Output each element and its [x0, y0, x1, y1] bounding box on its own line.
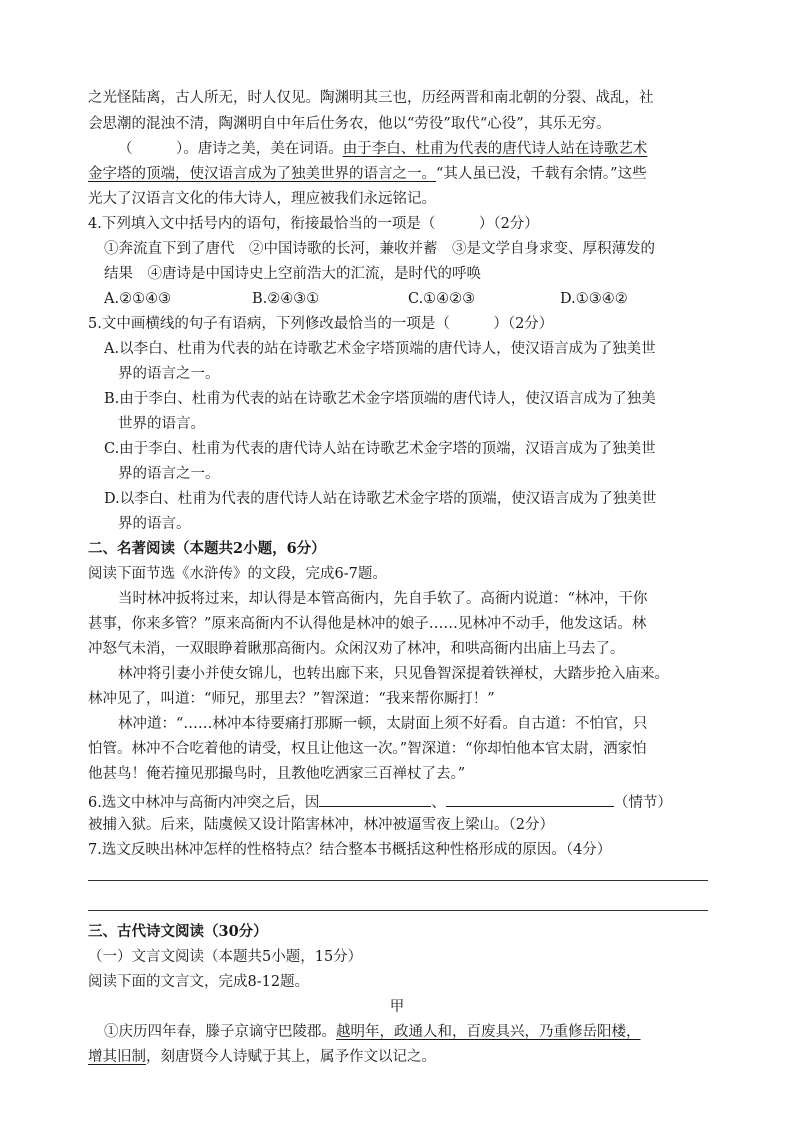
- reading-intro: 阅读下面的文言文，完成8-12题。: [88, 974, 310, 990]
- answer-line[interactable]: [88, 880, 708, 881]
- question-4-choices-line: ①奔流直下到了唐代 ②中国诗歌的长河，兼收并蓄 ③是文学自身求变、厚积薄发的: [104, 241, 655, 257]
- question-6-sep: 、: [431, 795, 446, 811]
- reading-intro: 阅读下面节选《水浒传》的文段，完成6-7题。: [88, 566, 387, 582]
- option-c-cont: 界的语言之一。: [118, 466, 220, 482]
- excerpt-line: 林冲将引妻小并使女锦儿，也转出廊下来，只见鲁智深提着铁禅杖，大踏步抢入庙来。: [118, 666, 669, 682]
- excerpt-line: 林冲见了，叫道：“师兄，那里去？”智深道：“我来帮你厮打！”: [88, 691, 495, 707]
- option-d: D.①③④②: [560, 291, 628, 307]
- section-heading: 三、古代诗文阅读（30分）: [88, 923, 268, 940]
- passage-line: 会思潮的混浊不清，陶渊明自中年后仕务农，他以“劳役”取代“心役”，其乐无穷。: [88, 116, 611, 132]
- passage-line: [118, 139, 647, 159]
- option-a: A.②①④③: [104, 291, 172, 307]
- classical-text-line: [88, 1047, 436, 1067]
- question-6-text: （情节）: [613, 795, 672, 811]
- excerpt-line: 甚事，你来多管？”原来高衙内不认得他是林冲的娘子……见林冲不动手，他发这话。林: [88, 616, 647, 632]
- underlined-sentence: 增其旧制: [88, 1049, 146, 1065]
- answer-line[interactable]: [88, 910, 708, 911]
- classical-text-line: [104, 1022, 641, 1042]
- option-d-cont: 界的语言。: [118, 516, 191, 532]
- section-heading: 二、名著阅读（本题共2小题，6分）: [88, 540, 326, 557]
- question-7-stem: 7.选文反映出林冲怎样的性格特点？结合整本书概括这种性格形成的原因。（4分）: [88, 842, 612, 858]
- passage-text: “其人虽已没，千载有余情。”这些: [436, 166, 647, 182]
- question-4-stem: 4.下列填入文中括号内的语句，衔接最恰当的一项是（ ）（2分）: [88, 216, 539, 232]
- option-a: A.以李白、杜甫为代表的站在诗歌艺术金字塔顶端的唐代诗人，使汉语言成为了独美世: [104, 341, 656, 357]
- classical-text: ①庆历四年春，滕子京谪守巴陵郡。: [104, 1024, 336, 1040]
- passage-line: 光大了汉语言文化的伟大诗人，理应被我们永远铭记。: [88, 191, 436, 207]
- option-c: C.①④②③: [408, 291, 476, 307]
- subsection-heading: （一）文言文阅读（本题共5小题，15分）: [88, 949, 363, 965]
- passage-line: 之光怪陆离，古人所无，时人仅见。陶渊明其三也，历经两晋和南北朝的分裂、战乱，社: [88, 90, 654, 106]
- answer-blank-2[interactable]: [446, 790, 614, 807]
- underlined-sentence: 越明年，政通人和，百废具兴，乃重修岳阳楼，: [336, 1024, 641, 1040]
- option-d: D.以李白、杜甫为代表的唐代诗人站在诗歌艺术金字塔的顶端，使汉语言成为了独美世: [104, 491, 657, 507]
- option-b-cont: 世界的语言。: [118, 416, 205, 432]
- question-6-stem: [88, 790, 672, 813]
- question-6-cont: 被捕入狱。后来，陆虞候又设计陷害林冲，林冲被逼雪夜上梁山。（2分）: [88, 817, 554, 833]
- question-6-text: 6.选文中林冲与高衙内冲突之后，因: [88, 795, 320, 811]
- blank-bracket-sentence: （ ）。唐诗之美，美在词语。: [118, 141, 343, 157]
- underlined-sentence: 金字塔的顶端，使汉语言成为了独美世界的语言之一。: [88, 166, 436, 182]
- excerpt-line: 当时林冲扳将过来，却认得是本管高衙内，先自手软了。高衙内说道：“林冲，干你: [118, 591, 648, 607]
- option-c: C.由于李白、杜甫为代表的唐代诗人站在诗歌艺术金字塔的顶端，汉语言成为了独美世: [104, 441, 656, 457]
- excerpt-line: 他甚鸟！俺若撞见那撮鸟时，且教他吃洒家三百禅杖了去。”: [88, 766, 466, 782]
- excerpt-line: 怕管。林冲不合吃着他的请受，权且让他这一次。”智深道：“你却怕他本官太尉，洒家怕: [88, 741, 647, 757]
- text-title: 甲: [389, 999, 405, 1015]
- answer-blank-1[interactable]: [319, 790, 431, 807]
- underlined-sentence: 由于李白、杜甫为代表的唐代诗人站在诗歌艺术: [342, 141, 648, 157]
- option-b: B.由于李白、杜甫为代表的站在诗歌艺术金字塔顶端的唐代诗人，使汉语言成为了独美: [104, 391, 656, 407]
- question-4-choices-line: 结果 ④唐诗是中国诗史上空前浩大的汇流，是时代的呼唤: [104, 266, 481, 282]
- option-b: B.②④③①: [252, 291, 320, 307]
- option-a-cont: 界的语言之一。: [118, 366, 220, 382]
- passage-line: [88, 164, 647, 184]
- question-5-stem: 5.文中画横线的句子有语病，下列修改最恰当的一项是（ ）（2分）: [88, 316, 554, 332]
- excerpt-line: 林冲道：“……林冲本待要痛打那厮一顿，太尉面上须不好看。自古道：不怕官，只: [118, 716, 648, 732]
- excerpt-line: 冲怒气未消，一双眼睁着瞅那高衙内。众闲汉劝了林冲，和哄高衙内出庙上马去了。: [88, 641, 625, 657]
- classical-text: ，刻唐贤今人诗赋于其上，属予作文以记之。: [146, 1049, 436, 1065]
